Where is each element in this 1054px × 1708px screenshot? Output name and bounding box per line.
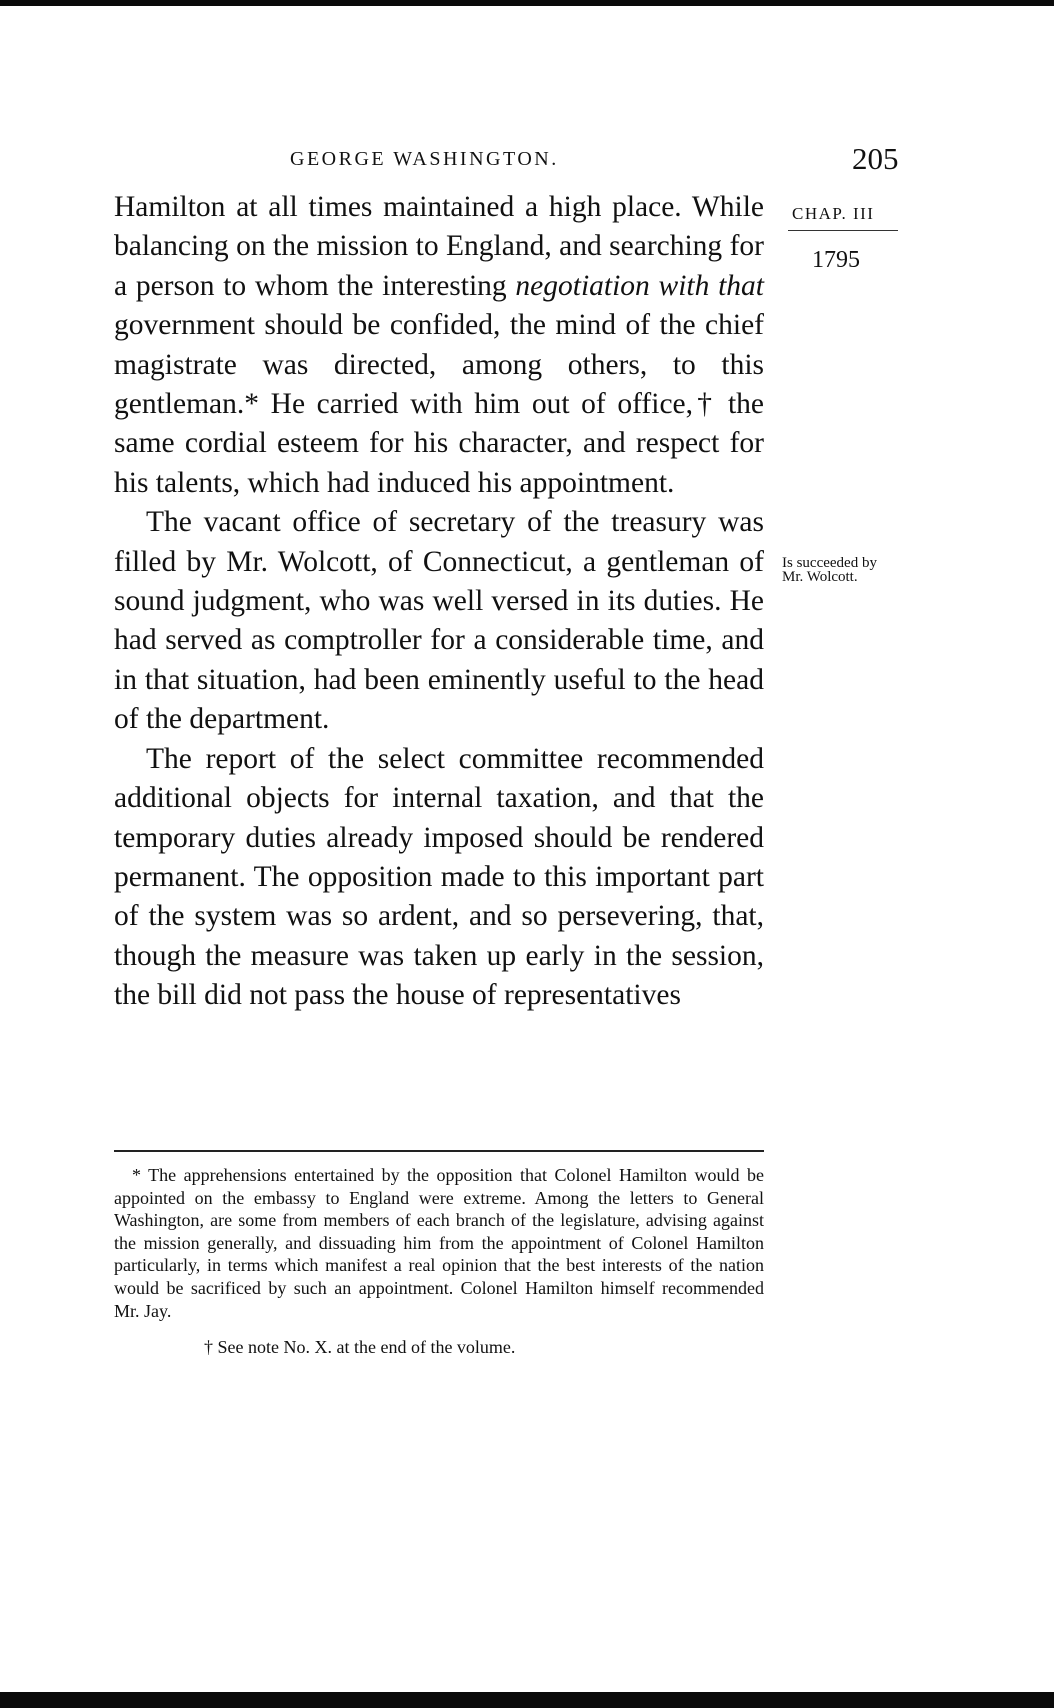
scan-border-top: [0, 0, 1054, 6]
chapter-rule: [788, 230, 898, 231]
page-number: 205: [852, 141, 899, 176]
running-head: GEORGE WASHINGTON.: [290, 148, 559, 170]
paragraph-1: [114, 188, 764, 503]
paragraph-1-italic: negotiation with that: [515, 269, 764, 302]
margin-year: 1795: [812, 247, 860, 273]
paragraph-1-start: Hamilton at all times maintained a high place. While balancing on the mission to England, and searching for a person to whom the interesting: [114, 191, 764, 302]
chapter-label: CHAP. III: [792, 204, 875, 223]
footnote-rule: [114, 1150, 764, 1152]
margin-sidenote: Is succeeded by Mr. Wolcott.: [782, 555, 877, 585]
paragraph-1-end: government should be confided, the mind of the chief magistrate was directed, among others, to this gentleman.* He carried with him out of office,† the same cordial esteem for his character, and respect for his talents, which had induced his appointment.: [114, 309, 764, 499]
body-text: [114, 188, 764, 1016]
scan-border-bottom: [0, 1692, 1054, 1708]
footnote-1: * The apprehensions entertained by the opposition that Colonel Hamilton would be appointed on the embassy to England were extreme. Among the letters to General Washington, are some from members of each branch of the legislature, advising against the mission generally, and dissuading him from the appointment of Colonel Hamilton particularly, in terms which manifest a real opinion that the best interests of the nation would be sacrificed by such an appointment. Colonel Hamilton himself recommended Mr. Jay.: [114, 1165, 764, 1321]
footnote-2: † See note No. X. at the end of the volume.: [204, 1337, 516, 1358]
footnotes: [114, 1164, 764, 1359]
paragraph-3: The report of the select committee recommended additional objects for internal taxation, and that the temporary duties already imposed should be rendered permanent. The opposition made to this important part of the system was so ardent, and so persevering, that, though the measure was taken up early in the session, the bill did not pass the house of representatives: [114, 742, 764, 1012]
paragraph-2: The vacant office of secretary of the treasury was filled by Mr. Wolcott, of Connecticut, a gentleman of sound judgment, who was well versed in its duties. He had served as comptroller for a considerable time, and in that situation, had been eminently useful to the head of the department.: [114, 506, 764, 736]
